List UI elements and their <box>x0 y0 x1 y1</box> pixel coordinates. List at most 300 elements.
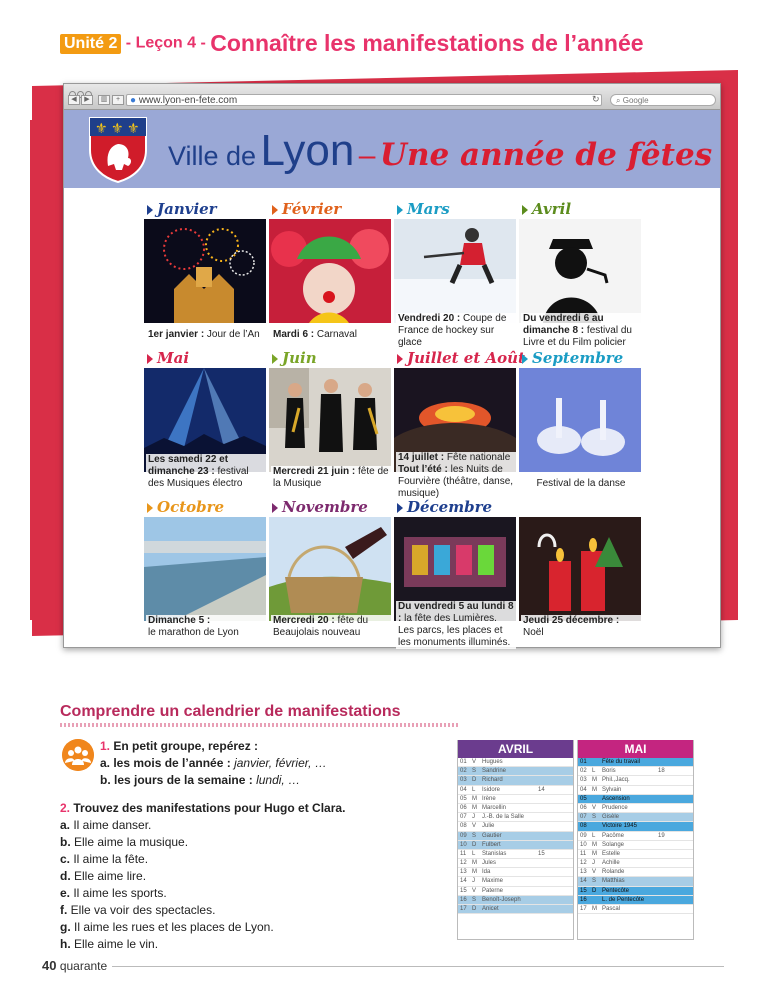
month-name: Octobre <box>157 498 225 516</box>
calendar-day-row <box>458 850 573 859</box>
calendar-cell-d: 16 <box>460 896 467 903</box>
q2-item-text: Il aime les rues et les places de Lyon. <box>70 920 274 934</box>
calendar-cell-w: M <box>592 841 597 848</box>
photo-dance <box>519 368 641 472</box>
calendar-cell-w: S <box>592 814 597 821</box>
search-placeholder: Google <box>622 96 649 105</box>
calendar-cell-k: 18 <box>658 768 665 775</box>
q2-item-label: g. <box>60 920 71 934</box>
triangle-icon <box>147 354 153 364</box>
q2-item <box>60 902 345 919</box>
calendar-cell-d: 01 <box>580 759 587 765</box>
month-cell-mars[interactable] <box>394 197 516 348</box>
calendar-day-row <box>458 859 573 868</box>
detective-silhouette-image <box>519 219 641 323</box>
calendar-cell-d: 02 <box>460 768 467 775</box>
lesson-header <box>60 30 710 58</box>
photo-marathon <box>144 517 266 621</box>
carnival-clown-image <box>269 219 391 323</box>
q2-item-label: b. <box>60 835 71 849</box>
calendar-cell-d: 13 <box>460 869 467 876</box>
event-caption <box>146 454 266 490</box>
calendar-day-row <box>458 786 573 795</box>
caption-text: Coupe de France de hockey sur glace <box>398 313 507 348</box>
q1-number: 1. <box>100 739 111 753</box>
section-title: Comprendre un calendrier de manifestations <box>60 703 401 720</box>
month-cell-noel[interactable] <box>519 495 641 641</box>
question-2 <box>60 800 345 953</box>
caption-date: Vendredi 20 : <box>398 313 461 324</box>
calendar-cell-d: 03 <box>460 777 467 784</box>
caption-text: Festival de la danse <box>536 478 626 489</box>
triangle-icon <box>397 205 403 215</box>
calendar-day-row <box>578 813 693 822</box>
calendar-cell-n: Pascal <box>602 906 621 912</box>
saxophone-players-image <box>269 368 391 472</box>
calendar-cell-d: 11 <box>460 850 467 857</box>
fireworks-image <box>144 219 266 323</box>
calendar-cell-d: 07 <box>460 814 467 821</box>
triangle-icon <box>272 503 278 513</box>
calendar-day-row <box>578 868 693 877</box>
calendar-cell-d: 01 <box>460 759 467 765</box>
caption-date: Dimanche 5 : <box>148 615 211 626</box>
calendar-cell-n: Benoît-Joseph <box>482 896 521 903</box>
calendar-cell-n: Prudence <box>602 804 628 811</box>
caption-date: 14 juillet : <box>398 452 445 463</box>
group-work-icon <box>62 739 94 771</box>
calendar-cell-n: Rolande <box>602 869 625 876</box>
calendar-day-row <box>578 767 693 776</box>
calendar-cell-d: 04 <box>460 786 467 793</box>
month-cell-avril[interactable] <box>519 197 641 348</box>
christmas-candles-image <box>519 517 641 621</box>
calendar-cell-w: D <box>592 887 597 894</box>
event-caption <box>396 313 516 349</box>
calendar-mai <box>578 740 693 914</box>
calendar-day-row <box>458 758 573 767</box>
back-icon[interactable]: ◀ <box>68 95 80 105</box>
calendar-day-row <box>458 795 573 804</box>
caption-date: Mercredi 20 : <box>273 615 335 626</box>
event-caption <box>271 466 391 490</box>
page-number-word: quarante <box>59 959 108 973</box>
svg-text:⚜: ⚜ <box>95 120 108 136</box>
calendar-cell-w: V <box>472 887 477 894</box>
banner-subtitle: Une année de fêtes <box>379 137 713 173</box>
calendar-cell-d: 11 <box>580 850 587 857</box>
q1-a-text: les mois de l’année : <box>110 756 231 770</box>
calendar-cell-n: Fulbert <box>482 841 501 848</box>
caption-date: Les samedi 22 et dimanche 23 : <box>148 454 229 477</box>
calendar-cell-d: 04 <box>580 786 587 793</box>
calendar-cell-w: J <box>592 860 595 867</box>
caption-text: fête du Beaujolais nouveau <box>273 615 369 638</box>
calendar-cell-d: 16 <box>580 896 587 903</box>
q2-item-label: f. <box>60 903 68 917</box>
calendar-cell-w: V <box>472 823 477 830</box>
calendar-cell-w: M <box>592 777 597 784</box>
calendar-cell-w: M <box>592 786 597 793</box>
calendar-cell-n: Boris <box>602 768 616 775</box>
calendar-day-row <box>578 877 693 886</box>
calendar-day-row <box>458 832 573 841</box>
calendar-cell-w: V <box>472 759 477 765</box>
calendar-cell-w: S <box>592 878 597 885</box>
calendar-day-row <box>458 868 573 877</box>
photo-musicians <box>269 368 391 472</box>
calendar-cell-w: L <box>592 832 596 839</box>
marathon-riverbank-image <box>144 517 266 621</box>
page-title: Connaître les manifestations de l’année <box>210 30 644 56</box>
calendar-cell-d: 17 <box>460 906 467 912</box>
calendar-month-title: AVRIL <box>458 740 573 758</box>
banner-dash: – <box>358 139 376 172</box>
calendar-day-row <box>578 905 693 914</box>
triangle-icon <box>397 354 403 364</box>
calendar-day-row <box>458 877 573 886</box>
calendar-cell-n: Victoire 1945 <box>602 823 637 830</box>
calendar-cell-d: 15 <box>460 887 467 894</box>
forward-icon[interactable]: ▶ <box>81 95 93 105</box>
q2-item <box>60 936 345 953</box>
calendar-month-title: MAI <box>578 740 693 758</box>
month-title <box>397 200 450 218</box>
calendar-cell-n: Fête du travail <box>602 759 641 765</box>
month-title <box>272 498 368 516</box>
browser-toolbar <box>64 84 720 110</box>
month-title <box>147 349 189 367</box>
event-caption <box>521 313 641 349</box>
calendar-day-row <box>458 813 573 822</box>
q1-a-label: a. <box>100 756 111 770</box>
calendar-cell-n: Gautier <box>482 832 502 839</box>
calendar-cell-d: 07 <box>580 814 587 821</box>
event-caption <box>146 615 266 639</box>
caption-date: Mercredi 21 juin : <box>273 466 356 477</box>
q2-item <box>60 919 345 936</box>
lesson-label: - Leçon 4 - <box>125 34 206 52</box>
calendar-day-row <box>458 822 573 831</box>
caption-text: Fête nationale <box>444 452 511 463</box>
month-cell-janvier[interactable] <box>144 197 266 343</box>
lyon-coat-of-arms-icon <box>86 114 150 184</box>
q2-item-label: c. <box>60 852 71 866</box>
calendar-cell-w: V <box>592 869 597 876</box>
section-underline <box>60 723 458 727</box>
banner-ville: Ville de <box>168 141 257 171</box>
month-name: Février <box>282 200 342 218</box>
banner-title <box>168 126 712 176</box>
month-cell-juillet-aout[interactable] <box>394 346 525 499</box>
month-name: Novembre <box>282 498 368 516</box>
calendar-day-row <box>458 776 573 785</box>
month-title <box>397 498 492 516</box>
month-title <box>147 200 217 218</box>
calendar-day-row <box>578 822 693 831</box>
triangle-icon <box>397 503 403 513</box>
event-caption <box>521 478 641 490</box>
calendar-cell-d: 02 <box>580 768 587 775</box>
calendar-cell-d: 08 <box>460 823 467 830</box>
caption-date: 1er janvier : <box>148 329 205 340</box>
q2-item-label: a. <box>60 818 71 832</box>
banner-lyon: Lyon <box>260 126 355 175</box>
calendar-cell-n: Marcellin <box>482 804 507 811</box>
caption-text: Noël <box>523 627 544 638</box>
q2-number: 2. <box>60 801 71 815</box>
calendar-cell-d: 09 <box>460 832 467 839</box>
event-caption <box>396 601 516 649</box>
browser-window <box>63 83 721 648</box>
calendar-day-row <box>578 786 693 795</box>
calendar-cell-n: Jules <box>482 860 497 867</box>
caption-date: Jeudi 25 décembre : <box>523 615 620 626</box>
photo-beaujolais <box>269 517 391 621</box>
caption-text: Carnaval <box>314 329 357 340</box>
month-cell-novembre[interactable] <box>269 495 391 641</box>
photo-carnival <box>269 219 391 323</box>
month-cell-juin[interactable] <box>269 346 391 492</box>
footer-line <box>112 966 724 967</box>
calendar-cell-w: M <box>472 804 477 811</box>
calendar-cell-n: Hugues <box>482 759 503 765</box>
month-cell-octobre[interactable] <box>144 495 266 641</box>
q1-intro: En petit groupe, repérez : <box>110 739 259 753</box>
q2-item-text: Elle aime le vin. <box>70 937 159 951</box>
calendar-cell-d: 14 <box>460 878 467 885</box>
calendar-cell-w: D <box>472 777 477 784</box>
caption-text: la fête des Lumières. Les parcs, les places et les monuments illuminés. <box>398 613 511 648</box>
calendar-cell-n: Maxime <box>482 878 504 885</box>
calendar-cell-w: D <box>472 841 477 848</box>
caption-text: festival du Livre et du Film policier <box>523 325 632 348</box>
triangle-icon <box>272 205 278 215</box>
calendar-cell-n: J.-B. de la Salle <box>482 814 525 821</box>
caption-date: Du vendredi 6 au dimanche 8 : <box>523 313 604 336</box>
calendar-cell-d: 15 <box>580 887 587 894</box>
calendar-cell-n: Richard <box>482 777 503 784</box>
triangle-icon <box>147 205 153 215</box>
calendar-cell-k: 15 <box>538 850 545 857</box>
event-caption <box>521 615 641 639</box>
caption-text-2: les Nuits de Fourvière (théâtre, danse, musique) <box>398 464 514 499</box>
event-caption <box>271 329 391 341</box>
q2-item-text: Elle aime la musique. <box>70 835 189 849</box>
calendar-cell-d: 17 <box>580 906 587 912</box>
month-name: Avril <box>532 200 572 218</box>
calendar-cell-d: 05 <box>460 795 467 802</box>
svg-text:⚜: ⚜ <box>111 120 124 136</box>
site-banner <box>64 110 720 188</box>
calendar-cell-d: 12 <box>460 860 467 867</box>
calendar-day-row <box>458 841 573 850</box>
calendar-cell-d: 10 <box>460 841 467 848</box>
month-name: Mars <box>407 200 450 218</box>
month-name: Septembre <box>532 349 624 367</box>
calendar-cell-n: Julie <box>482 823 495 830</box>
month-cell-fevrier[interactable] <box>269 197 391 343</box>
triangle-icon <box>522 205 528 215</box>
calendar-cell-d: 10 <box>580 841 587 848</box>
url-text: www.lyon-en-fete.com <box>138 95 238 106</box>
q1-b-label: b. <box>100 773 111 787</box>
q2-item-text: Il aime les sports. <box>70 886 167 900</box>
caption-text: Jour de l’An <box>204 329 260 340</box>
q1-b-examples: lundi, … <box>252 773 301 787</box>
url-bar[interactable] <box>126 94 602 106</box>
q2-item <box>60 817 345 834</box>
calendar-cell-w: V <box>592 804 597 811</box>
month-cell-septembre[interactable] <box>519 346 641 492</box>
q2-item <box>60 868 345 885</box>
calendar-cell-w: S <box>472 896 477 903</box>
unit-badge: Unité 2 <box>60 34 121 54</box>
calendar-cell-n: Stanislas <box>482 850 507 857</box>
calendar-cell-n: Gisèle <box>602 814 620 821</box>
caption-date: Du vendredi 5 au lundi 8 : <box>398 601 514 624</box>
calendar-cell-n: Phil.,Jacq. <box>602 777 630 784</box>
svg-text:⚜: ⚜ <box>127 120 140 136</box>
triangle-icon <box>522 354 528 364</box>
calendar-cell-w: J <box>472 814 475 821</box>
event-caption <box>396 452 516 500</box>
calendar-cell-d: 09 <box>580 832 587 839</box>
calendar-cell-n: Estelle <box>602 850 621 857</box>
search-icon: ⌕ <box>616 96 621 105</box>
calendar-day-row <box>578 859 693 868</box>
reload-icon[interactable]: ↻ <box>592 94 600 104</box>
q2-item-label: e. <box>60 886 71 900</box>
calendar-day-row <box>578 758 693 767</box>
month-name: Juillet et Août <box>407 349 525 367</box>
event-caption <box>271 615 391 639</box>
calendar-cell-w: M <box>472 860 477 867</box>
calendar-cell-n: Achille <box>602 860 620 867</box>
calendar-cell-d: 03 <box>580 777 587 784</box>
q2-item <box>60 834 345 851</box>
page-footer <box>42 958 107 973</box>
caption-text: fête de la Musique <box>273 466 389 489</box>
search-input[interactable] <box>610 94 716 106</box>
q1-b-text: les jours de la semaine : <box>110 773 253 787</box>
calendar-cell-k: 19 <box>658 832 665 839</box>
calendar-avril <box>458 740 573 914</box>
calendar-cell-n: Paterne <box>482 887 504 894</box>
calendar-day-row <box>458 767 573 776</box>
caption-date: Mardi 6 : <box>273 329 315 340</box>
calendar-cell-w: S <box>472 832 477 839</box>
photo-christmas <box>519 517 641 621</box>
month-title <box>397 349 525 367</box>
calendar-cell-w: J <box>472 878 475 885</box>
q2-item-text: Il aime danser. <box>70 818 152 832</box>
calendar-cell-n: L. de Pentecôte <box>602 896 645 903</box>
calendar-cell-n: Sandrine <box>482 768 507 775</box>
q2-item-text: Il aime la fête. <box>70 852 149 866</box>
calendar-cell-d: 06 <box>460 804 467 811</box>
month-title <box>522 349 623 367</box>
add-tab-icon[interactable]: + <box>112 95 124 105</box>
calendar-day-row <box>578 896 693 905</box>
month-title <box>147 498 224 516</box>
calendar-cell-n: Solange <box>602 841 625 848</box>
question-1 <box>100 738 327 789</box>
q2-intro: Trouvez des manifestations pour Hugo et Clara. <box>70 801 346 815</box>
calendar-cell-w: M <box>472 795 477 802</box>
calendar-cell-n: Sylvain <box>602 786 622 793</box>
calendar-cell-d: 05 <box>580 795 587 802</box>
triangle-icon <box>272 354 278 364</box>
calendar-cell-d: 08 <box>580 823 587 830</box>
calendar-day-row <box>458 887 573 896</box>
calendar-cell-n: Isidore <box>482 786 501 793</box>
month-cell-mai[interactable] <box>144 346 266 492</box>
calendar-cell-n: Anicet <box>482 906 499 912</box>
calendar-cell-w: M <box>592 906 597 912</box>
event-caption <box>146 329 266 341</box>
photo-detective <box>519 219 641 323</box>
calendar-day-row <box>578 795 693 804</box>
calendar-cell-w: M <box>592 850 597 857</box>
page-number: 40 <box>42 958 57 973</box>
calendar-cell-d: 06 <box>580 804 587 811</box>
caption-text: festival des Musiques électro <box>148 466 249 489</box>
calendar-day-row <box>578 841 693 850</box>
calendar-day-row <box>578 887 693 896</box>
calendar-cell-n: Irène <box>482 795 496 802</box>
triangle-icon <box>147 503 153 513</box>
calendar-cell-n: Pentecôte <box>602 887 630 894</box>
calendar-cell-n: Pacôme <box>602 832 625 839</box>
month-title <box>522 200 571 218</box>
month-cell-decembre[interactable] <box>394 495 516 648</box>
calendar-day-row <box>458 804 573 813</box>
calendar-cell-n: Matthias <box>602 878 625 885</box>
month-name: Juin <box>282 349 317 367</box>
month-name: Mai <box>157 349 190 367</box>
hockey-player-image <box>394 219 516 323</box>
calendar-cell-n: Ascension <box>602 795 630 802</box>
calendar-day-row <box>578 832 693 841</box>
calendar-cell-w: S <box>472 768 477 775</box>
calendar-day-row <box>578 850 693 859</box>
calendar-cell-w: L <box>472 850 476 857</box>
caption-text: le marathon de Lyon <box>148 627 239 638</box>
calendar-cell-w: L <box>472 786 476 793</box>
q2-item-text: Elle aime lire. <box>70 869 147 883</box>
month-title <box>272 349 317 367</box>
q2-item <box>60 885 345 902</box>
month-name: Janvier <box>157 200 217 218</box>
calendar-cell-w: L <box>592 768 596 775</box>
q2-item-label: d. <box>60 869 71 883</box>
calendar-cell-n: Ida <box>482 869 491 876</box>
bookmarks-icon[interactable]: ▥ <box>98 95 110 105</box>
caption-date-2: Tout l’été : <box>398 464 448 475</box>
q2-item-text: Elle va voir des spectacles. <box>67 903 216 917</box>
calendar-cell-d: 13 <box>580 869 587 876</box>
calendar-cell-d: 14 <box>580 878 587 885</box>
month-name: Décembre <box>407 498 493 516</box>
photo-hockey <box>394 219 516 323</box>
calendar-cell-w: D <box>472 906 477 912</box>
q1-a-examples: janvier, février, … <box>230 756 327 770</box>
calendar-day-row <box>578 804 693 813</box>
wine-bottle-image <box>269 517 391 621</box>
globe-icon: ● <box>130 95 137 106</box>
calendar-cell-k: 14 <box>538 786 545 793</box>
